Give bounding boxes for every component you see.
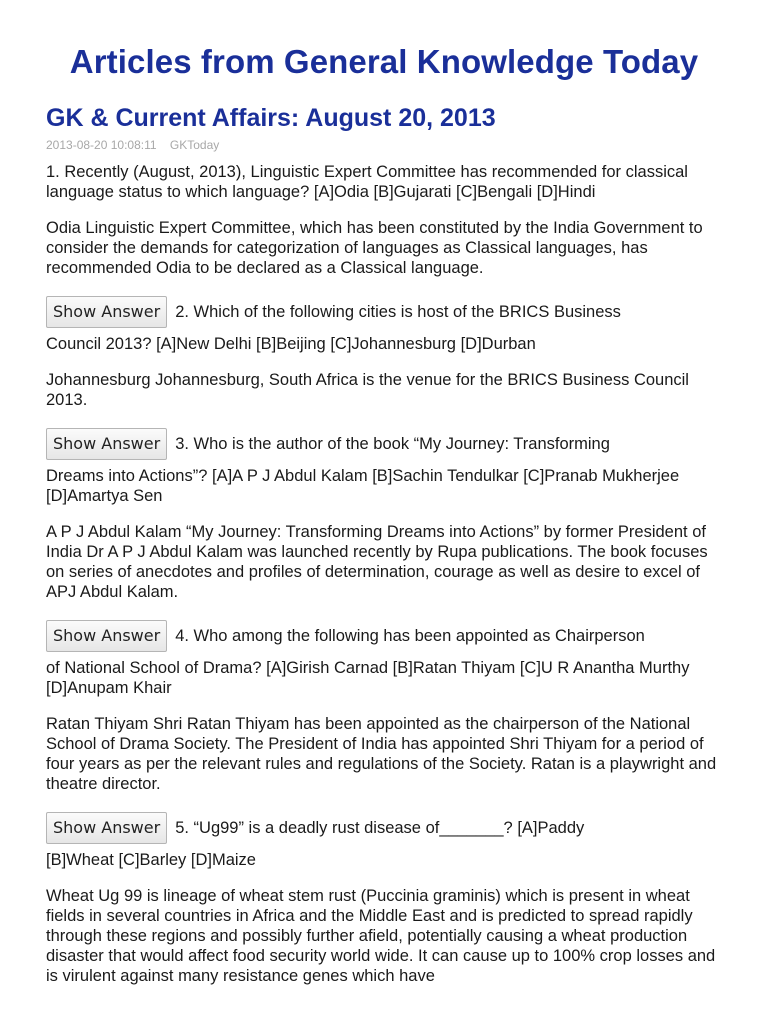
question-5-answer: Wheat Ug 99 is lineage of wheat stem rust (Puccinia graminis) which is present in wheat fields in several countries in Africa and the Middle East and is predicted to spread rapidly through these regions and possibly further afield, potentially causing a wheat production disaster that would affect food security world wide. It can cause up to 100% crop losses and is virulent against many resistance genes which have — [46, 887, 716, 985]
question-1-answer: Odia Linguistic Expert Committee, which has been constituted by the India Government to consider the demands for categorization of languages as Classical languages, has recommended Odia to be declared as a Classical language. — [46, 219, 703, 277]
article-title[interactable]: GK & Current Affairs: August 20, 2013 — [46, 104, 496, 132]
question-5-text-start: 5. “Ug99” is a deadly rust disease of_______? [A]Paddy — [175, 818, 585, 837]
question-4 — [46, 620, 722, 698]
question-3-answer: A P J Abdul Kalam “My Journey: Transforming Dreams into Actions” by former President of India Dr A P J Abdul Kalam was launched recently by Rupa publications. The book focuses on series of anecdotes and profiles of determination, courage as well as desire to excel of APJ Abdul Kalam. — [46, 523, 708, 601]
question-4-text-start: 4. Who among the following has been appointed as Chairperson — [175, 626, 645, 645]
question-2-answer: Johannesburg Johannesburg, South Africa is the venue for the BRICS Business Council 2013. — [46, 371, 689, 409]
article-author: GKToday — [169, 138, 220, 152]
question-3 — [46, 428, 722, 506]
show-answer-button[interactable]: Show Answer — [46, 296, 167, 328]
question-2 — [46, 296, 722, 354]
question-4-answer: Ratan Thiyam Shri Ratan Thiyam has been appointed as the chairperson of the National School of Drama Society. The President of India has appointed Shri Thiyam for a period of four years as per the relevant rules and regulations of the Society. Ratan is a playwright and theatre director. — [46, 715, 717, 793]
show-answer-button[interactable]: Show Answer — [46, 428, 167, 460]
article-meta — [46, 137, 722, 153]
show-answer-button[interactable]: Show Answer — [46, 812, 167, 844]
question-2-text-start: 2. Which of the following cities is host of the BRICS Business — [175, 302, 621, 321]
question-2-line — [46, 296, 722, 328]
article-date: 2013-08-20 10:08:11 — [46, 138, 157, 152]
site-title: Articles from General Knowledge Today — [69, 43, 699, 80]
question-4-text-rest: of National School of Drama? [A]Girish Carnad [B]Ratan Thiyam [C]U R Anantha Murthy [D]Anupam Khair — [46, 659, 690, 697]
question-3-line — [46, 428, 722, 460]
question-5-line — [46, 812, 722, 844]
question-5 — [46, 812, 722, 870]
show-answer-button[interactable]: Show Answer — [46, 620, 167, 652]
question-4-line — [46, 620, 722, 652]
question-5-text-rest: [B]Wheat [C]Barley [D]Maize — [46, 851, 256, 869]
question-3-text-rest: Dreams into Actions”? [A]A P J Abdul Kalam [B]Sachin Tendulkar [C]Pranab Mukherjee [D]Amartya Sen — [46, 467, 680, 505]
question-1-text: 1. Recently (August, 2013), Linguistic Expert Committee has recommended for classical language status to which language? [A]Odia [B]Gujarati [C]Bengali [D]Hindi — [46, 163, 688, 201]
question-2-text-rest: Council 2013? [A]New Delhi [B]Beijing [C]Johannesburg [D]Durban — [46, 335, 536, 353]
question-3-text-start: 3. Who is the author of the book “My Journey: Transforming — [175, 434, 610, 453]
